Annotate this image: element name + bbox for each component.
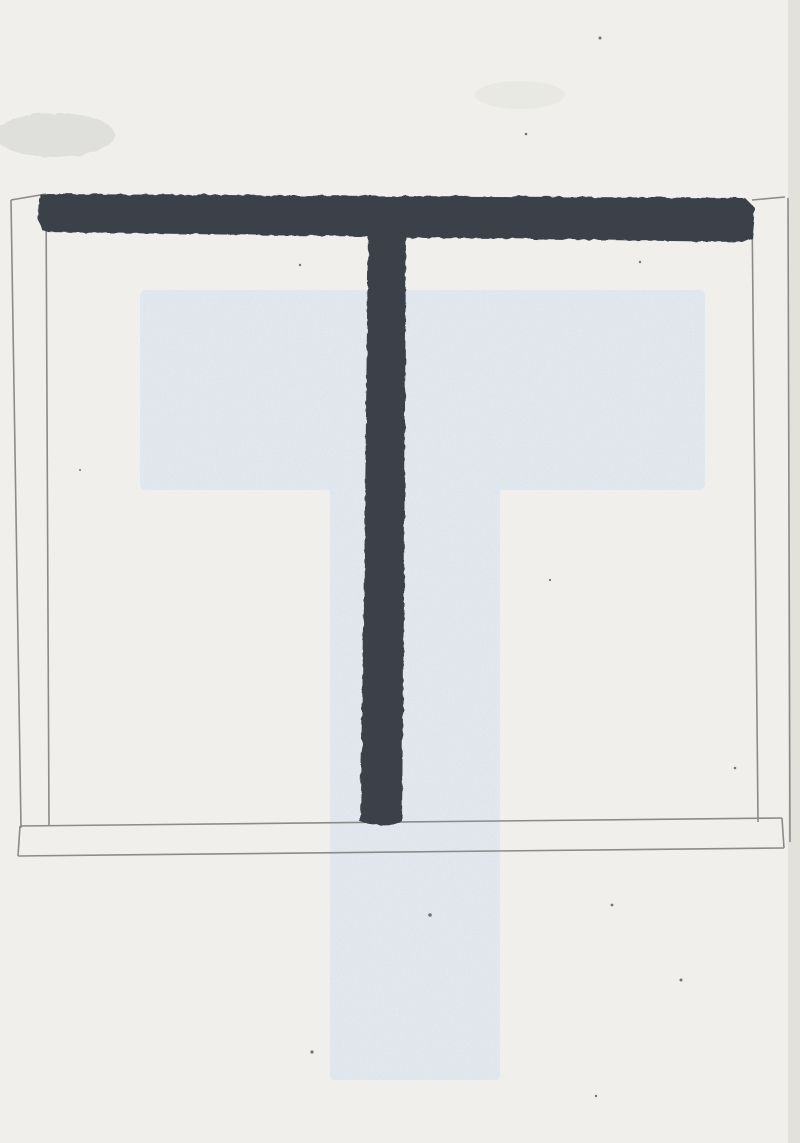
speckle [79,469,81,471]
speckle [525,133,528,136]
speckle [680,979,683,982]
wash-stem [330,470,500,1080]
speckle [299,264,301,266]
speckle [595,1095,597,1097]
wash-crossbar [140,290,705,490]
smudge-top-center [475,81,565,109]
speckle [734,767,737,770]
speckle [310,1050,313,1053]
speckle [428,913,432,917]
smudge-top-left [0,113,115,157]
speckle [639,261,641,263]
speckle [611,904,614,907]
speckle [549,579,551,581]
speckle [599,37,602,40]
